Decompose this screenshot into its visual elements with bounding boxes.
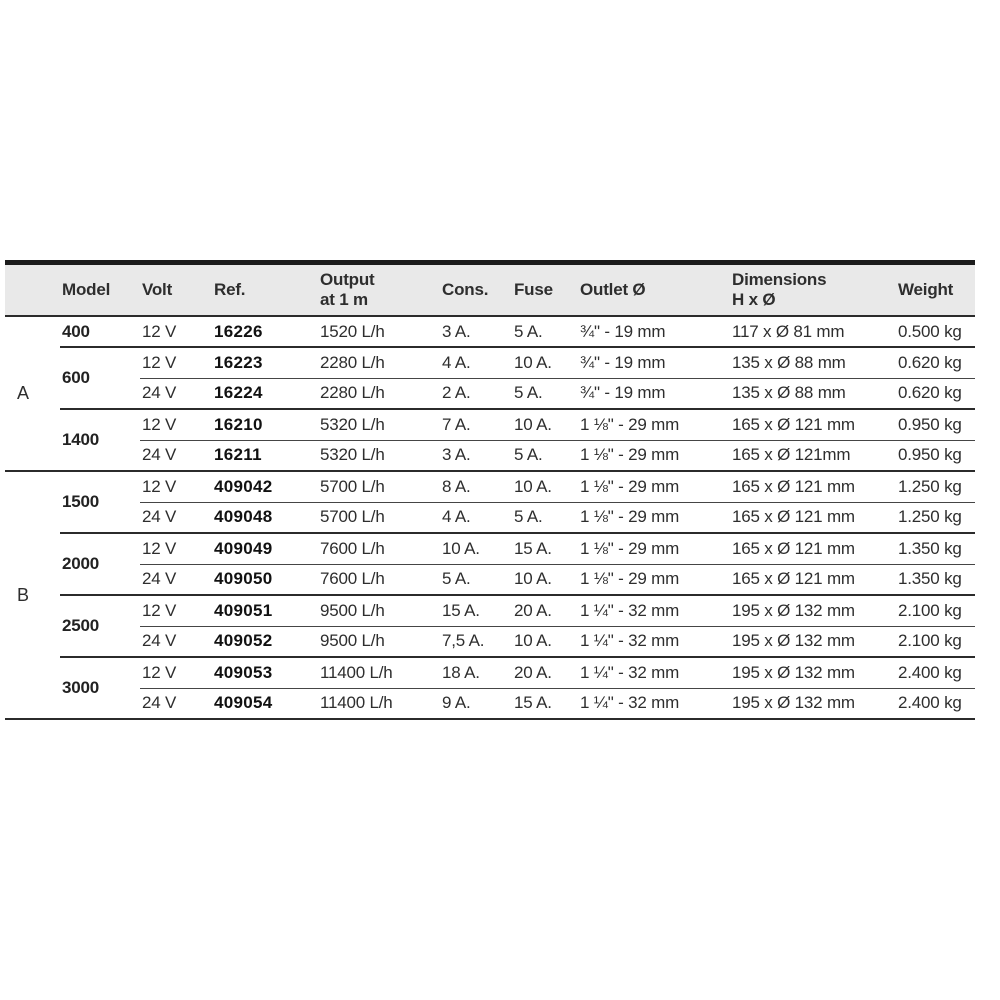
cell-fuse: 10 A. bbox=[512, 626, 578, 657]
cell-model: 2000 bbox=[60, 533, 140, 595]
table-row bbox=[5, 502, 975, 533]
cell-output: 2280 L/h bbox=[318, 347, 440, 378]
cell-fuse: 20 A. bbox=[512, 657, 578, 688]
cell-weight: 0.950 kg bbox=[896, 409, 975, 440]
cell-dimensions: 135 x Ø 88 mm bbox=[730, 347, 896, 378]
table-row bbox=[5, 347, 975, 378]
cell-model: 400 bbox=[60, 316, 140, 347]
cell-outlet: 1 ⅛" - 29 mm bbox=[578, 533, 730, 564]
cell-fuse: 15 A. bbox=[512, 688, 578, 719]
cell-output: 5320 L/h bbox=[318, 409, 440, 440]
cell-ref: 16210 bbox=[212, 409, 318, 440]
cell-outlet: 1 ⅛" - 29 mm bbox=[578, 409, 730, 440]
cell-cons: 7 A. bbox=[440, 409, 512, 440]
cell-volt: 24 V bbox=[140, 502, 212, 533]
cell-ref: 409051 bbox=[212, 595, 318, 626]
cell-fuse: 10 A. bbox=[512, 564, 578, 595]
cell-model: 1500 bbox=[60, 471, 140, 533]
cell-outlet: 1 ⅛" - 29 mm bbox=[578, 440, 730, 471]
cell-ref: 16224 bbox=[212, 378, 318, 409]
cell-cons: 4 A. bbox=[440, 347, 512, 378]
cell-dimensions: 165 x Ø 121mm bbox=[730, 440, 896, 471]
table-row bbox=[5, 595, 975, 626]
table-row bbox=[5, 564, 975, 595]
cell-dimensions: 195 x Ø 132 mm bbox=[730, 595, 896, 626]
cell-fuse: 15 A. bbox=[512, 533, 578, 564]
cell-volt: 12 V bbox=[140, 409, 212, 440]
cell-dimensions: 165 x Ø 121 mm bbox=[730, 471, 896, 502]
header-volt: Volt bbox=[140, 263, 212, 317]
cell-output: 11400 L/h bbox=[318, 657, 440, 688]
cell-cons: 3 A. bbox=[440, 316, 512, 347]
cell-ref: 409050 bbox=[212, 564, 318, 595]
cell-volt: 12 V bbox=[140, 657, 212, 688]
cell-fuse: 5 A. bbox=[512, 440, 578, 471]
table-row bbox=[5, 688, 975, 719]
cell-fuse: 20 A. bbox=[512, 595, 578, 626]
cell-output: 2280 L/h bbox=[318, 378, 440, 409]
cell-ref: 409049 bbox=[212, 533, 318, 564]
cell-output: 1520 L/h bbox=[318, 316, 440, 347]
cell-cons: 5 A. bbox=[440, 564, 512, 595]
header-output-line1: Output bbox=[320, 270, 375, 289]
cell-weight: 2.100 kg bbox=[896, 595, 975, 626]
cell-fuse: 10 A. bbox=[512, 409, 578, 440]
cell-outlet: ¾" - 19 mm bbox=[578, 347, 730, 378]
cell-dimensions: 165 x Ø 121 mm bbox=[730, 564, 896, 595]
cell-output: 9500 L/h bbox=[318, 595, 440, 626]
cell-outlet: 1 ⅛" - 29 mm bbox=[578, 564, 730, 595]
header-weight: Weight bbox=[896, 263, 975, 317]
cell-output: 11400 L/h bbox=[318, 688, 440, 719]
cell-dimensions: 165 x Ø 121 mm bbox=[730, 502, 896, 533]
cell-cons: 7,5 A. bbox=[440, 626, 512, 657]
cell-output: 5700 L/h bbox=[318, 502, 440, 533]
header-section bbox=[5, 263, 60, 317]
cell-model: 3000 bbox=[60, 657, 140, 719]
cell-output: 7600 L/h bbox=[318, 564, 440, 595]
cell-cons: 18 A. bbox=[440, 657, 512, 688]
cell-ref: 409053 bbox=[212, 657, 318, 688]
cell-weight: 2.400 kg bbox=[896, 657, 975, 688]
cell-fuse: 10 A. bbox=[512, 347, 578, 378]
cell-weight: 1.250 kg bbox=[896, 471, 975, 502]
cell-weight: 0.620 kg bbox=[896, 347, 975, 378]
header-fuse: Fuse bbox=[512, 263, 578, 317]
cell-weight: 1.350 kg bbox=[896, 564, 975, 595]
cell-outlet: 1 ⅛" - 29 mm bbox=[578, 471, 730, 502]
cell-fuse: 10 A. bbox=[512, 471, 578, 502]
header-row bbox=[5, 263, 975, 317]
cell-outlet: 1 ¼" - 32 mm bbox=[578, 688, 730, 719]
cell-weight: 1.250 kg bbox=[896, 502, 975, 533]
cell-outlet: 1 ⅛" - 29 mm bbox=[578, 502, 730, 533]
header-dimensions-line1: Dimensions bbox=[732, 270, 827, 289]
section-label-b: B bbox=[5, 471, 60, 719]
cell-fuse: 5 A. bbox=[512, 316, 578, 347]
cell-weight: 0.620 kg bbox=[896, 378, 975, 409]
cell-cons: 10 A. bbox=[440, 533, 512, 564]
cell-cons: 15 A. bbox=[440, 595, 512, 626]
cell-ref: 409048 bbox=[212, 502, 318, 533]
cell-weight: 0.950 kg bbox=[896, 440, 975, 471]
cell-output: 9500 L/h bbox=[318, 626, 440, 657]
table-row bbox=[5, 626, 975, 657]
header-output bbox=[318, 263, 440, 317]
cell-volt: 24 V bbox=[140, 688, 212, 719]
cell-volt: 12 V bbox=[140, 347, 212, 378]
table-row bbox=[5, 440, 975, 471]
cell-fuse: 5 A. bbox=[512, 502, 578, 533]
cell-outlet: ¾" - 19 mm bbox=[578, 316, 730, 347]
cell-ref: 16223 bbox=[212, 347, 318, 378]
cell-outlet: 1 ¼" - 32 mm bbox=[578, 595, 730, 626]
cell-output: 5700 L/h bbox=[318, 471, 440, 502]
cell-ref: 16211 bbox=[212, 440, 318, 471]
cell-model: 600 bbox=[60, 347, 140, 409]
table-row bbox=[5, 409, 975, 440]
table-row bbox=[5, 316, 975, 347]
cell-weight: 0.500 kg bbox=[896, 316, 975, 347]
cell-weight: 2.400 kg bbox=[896, 688, 975, 719]
table-row bbox=[5, 657, 975, 688]
header-model: Model bbox=[60, 263, 140, 317]
table-row bbox=[5, 378, 975, 409]
cell-ref: 409054 bbox=[212, 688, 318, 719]
header-ref: Ref. bbox=[212, 263, 318, 317]
cell-volt: 24 V bbox=[140, 378, 212, 409]
cell-volt: 24 V bbox=[140, 626, 212, 657]
cell-volt: 12 V bbox=[140, 595, 212, 626]
cell-cons: 2 A. bbox=[440, 378, 512, 409]
cell-ref: 16226 bbox=[212, 316, 318, 347]
cell-dimensions: 117 x Ø 81 mm bbox=[730, 316, 896, 347]
cell-outlet: ¾" - 19 mm bbox=[578, 378, 730, 409]
cell-cons: 3 A. bbox=[440, 440, 512, 471]
cell-fuse: 5 A. bbox=[512, 378, 578, 409]
cell-ref: 409052 bbox=[212, 626, 318, 657]
cell-cons: 9 A. bbox=[440, 688, 512, 719]
section-label-a: A bbox=[5, 316, 60, 471]
cell-weight: 2.100 kg bbox=[896, 626, 975, 657]
cell-cons: 8 A. bbox=[440, 471, 512, 502]
table-row bbox=[5, 533, 975, 564]
cell-volt: 12 V bbox=[140, 316, 212, 347]
cell-model: 2500 bbox=[60, 595, 140, 657]
cell-outlet: 1 ¼" - 32 mm bbox=[578, 626, 730, 657]
cell-dimensions: 195 x Ø 132 mm bbox=[730, 657, 896, 688]
pump-spec-table bbox=[5, 260, 975, 720]
cell-volt: 12 V bbox=[140, 533, 212, 564]
header-output-line2: at 1 m bbox=[320, 290, 368, 309]
header-dimensions-line2: H x Ø bbox=[732, 290, 776, 309]
cell-dimensions: 165 x Ø 121 mm bbox=[730, 409, 896, 440]
cell-weight: 1.350 kg bbox=[896, 533, 975, 564]
cell-output: 5320 L/h bbox=[318, 440, 440, 471]
header-dimensions bbox=[730, 263, 896, 317]
cell-ref: 409042 bbox=[212, 471, 318, 502]
cell-cons: 4 A. bbox=[440, 502, 512, 533]
cell-dimensions: 135 x Ø 88 mm bbox=[730, 378, 896, 409]
table-row bbox=[5, 471, 975, 502]
cell-volt: 24 V bbox=[140, 440, 212, 471]
cell-output: 7600 L/h bbox=[318, 533, 440, 564]
cell-outlet: 1 ¼" - 32 mm bbox=[578, 657, 730, 688]
cell-dimensions: 195 x Ø 132 mm bbox=[730, 626, 896, 657]
cell-volt: 24 V bbox=[140, 564, 212, 595]
header-cons: Cons. bbox=[440, 263, 512, 317]
header-outlet: Outlet Ø bbox=[578, 263, 730, 317]
cell-model: 1400 bbox=[60, 409, 140, 471]
cell-dimensions: 195 x Ø 132 mm bbox=[730, 688, 896, 719]
cell-dimensions: 165 x Ø 121 mm bbox=[730, 533, 896, 564]
cell-volt: 12 V bbox=[140, 471, 212, 502]
